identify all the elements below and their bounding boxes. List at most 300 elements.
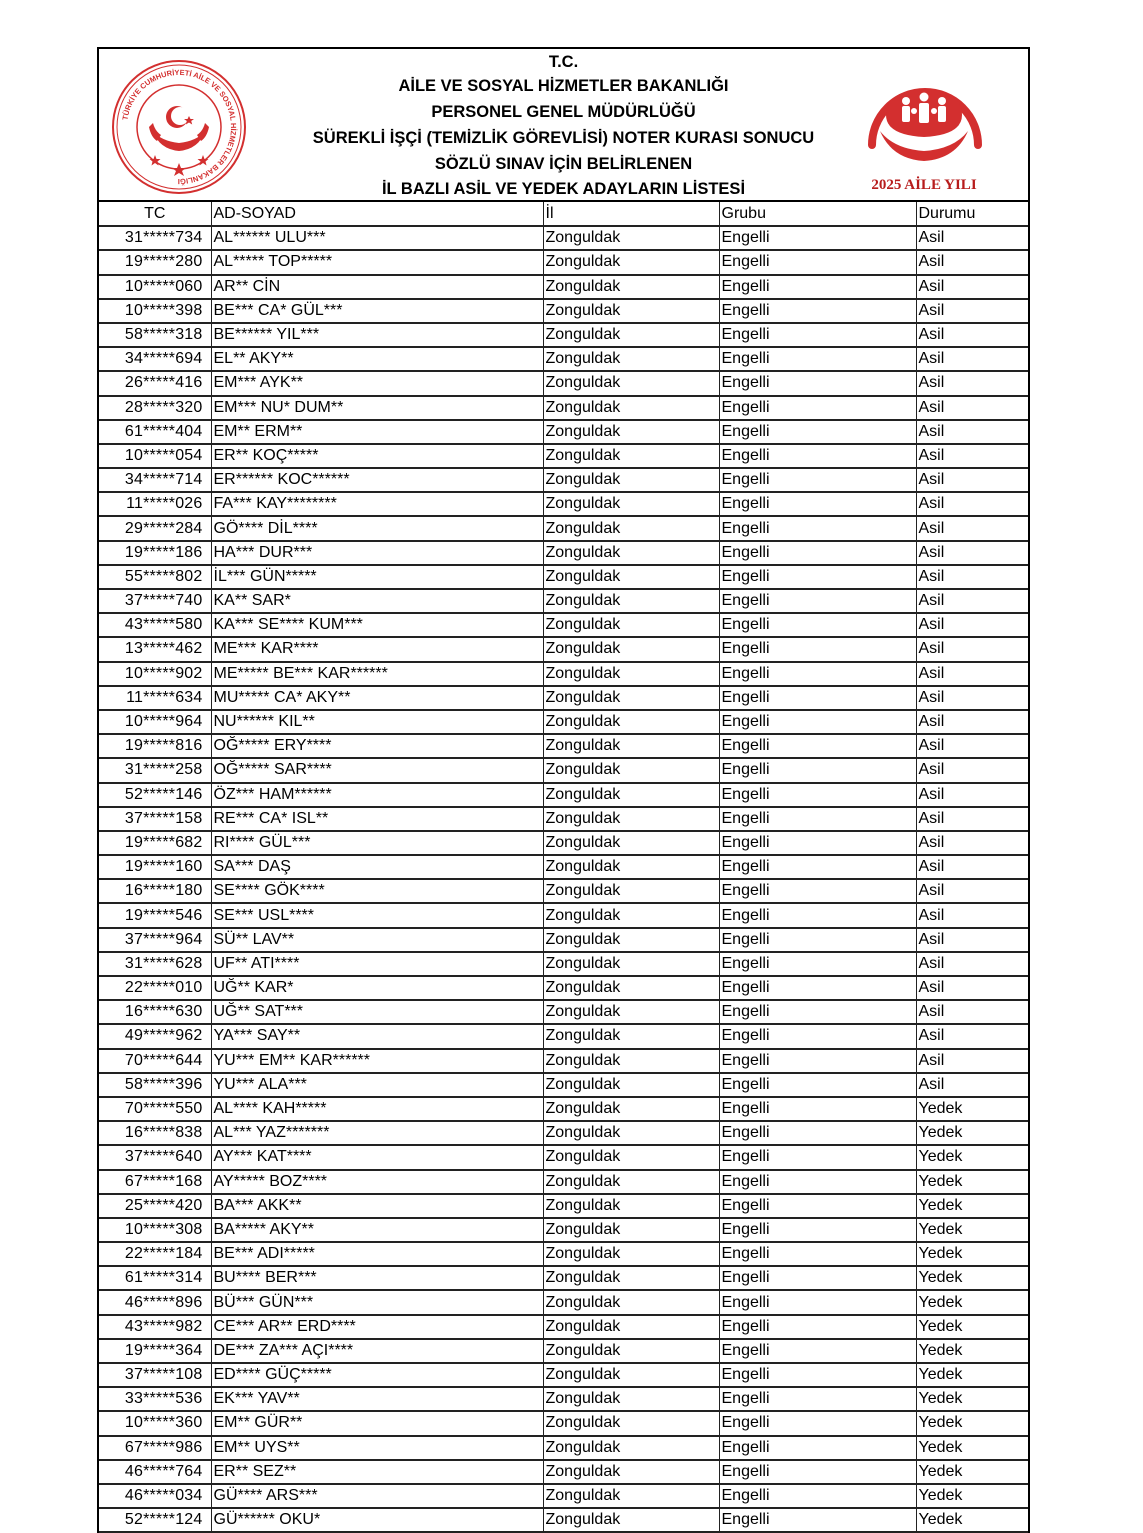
group-cell: Engelli xyxy=(719,347,916,371)
status-cell: Yedek xyxy=(916,1387,1028,1411)
status-cell: Asil xyxy=(916,396,1028,420)
province-cell: Zonguldak xyxy=(543,1411,719,1435)
table-row xyxy=(99,371,1028,395)
province-cell: Zonguldak xyxy=(543,613,719,637)
status-cell: Asil xyxy=(916,734,1028,758)
name-cell: YU*** ALA*** xyxy=(211,1073,543,1097)
group-cell: Engelli xyxy=(719,613,916,637)
status-cell: Yedek xyxy=(916,1194,1028,1218)
tc-cell: 13*****462 xyxy=(99,637,211,661)
status-cell: Yedek xyxy=(916,1315,1028,1339)
province-cell: Zonguldak xyxy=(543,1121,719,1145)
table-row xyxy=(99,1242,1028,1266)
header-line-result: SÜREKLİ İŞÇİ (TEMİZLİK GÖREVLİSİ) NOTER KURASI SONUCU xyxy=(312,129,815,147)
name-cell: AR** CİN xyxy=(211,275,543,299)
name-cell: AL**** KAH***** xyxy=(211,1097,543,1121)
status-cell: Yedek xyxy=(916,1411,1028,1435)
province-cell: Zonguldak xyxy=(543,1460,719,1484)
status-cell: Asil xyxy=(916,976,1028,1000)
province-cell: Zonguldak xyxy=(543,976,719,1000)
name-cell: BA***** AKY** xyxy=(211,1218,543,1242)
name-cell: ME***** BE*** KAR****** xyxy=(211,662,543,686)
group-cell: Engelli xyxy=(719,516,916,540)
group-cell: Engelli xyxy=(719,1315,916,1339)
tc-cell: 37*****740 xyxy=(99,589,211,613)
name-cell: ÖZ*** HAM****** xyxy=(211,783,543,807)
table-row xyxy=(99,1073,1028,1097)
name-cell: UĞ** KAR* xyxy=(211,976,543,1000)
table-row xyxy=(99,831,1028,855)
table-row xyxy=(99,1266,1028,1290)
table-row xyxy=(99,299,1028,323)
group-cell: Engelli xyxy=(719,1411,916,1435)
status-cell: Asil xyxy=(916,879,1028,903)
province-cell: Zonguldak xyxy=(543,444,719,468)
tc-cell: 37*****158 xyxy=(99,807,211,831)
name-cell: AL*** YAZ******* xyxy=(211,1121,543,1145)
group-cell: Engelli xyxy=(719,710,916,734)
group-cell: Engelli xyxy=(719,1508,916,1532)
province-cell: Zonguldak xyxy=(543,807,719,831)
group-cell: Engelli xyxy=(719,1266,916,1290)
status-cell: Asil xyxy=(916,686,1028,710)
group-cell: Engelli xyxy=(719,1049,916,1073)
status-cell: Asil xyxy=(916,1073,1028,1097)
table-row xyxy=(99,1339,1028,1363)
group-cell: Engelli xyxy=(719,299,916,323)
tc-cell: 31*****628 xyxy=(99,952,211,976)
group-cell: Engelli xyxy=(719,976,916,1000)
province-cell: Zonguldak xyxy=(543,1290,719,1314)
tc-cell: 26*****416 xyxy=(99,371,211,395)
status-cell: Asil xyxy=(916,589,1028,613)
table-row xyxy=(99,347,1028,371)
status-cell: Asil xyxy=(916,226,1028,250)
province-cell: Zonguldak xyxy=(543,347,719,371)
tc-cell: 61*****404 xyxy=(99,420,211,444)
province-cell: Zonguldak xyxy=(543,1484,719,1508)
tc-cell: 67*****986 xyxy=(99,1436,211,1460)
group-cell: Engelli xyxy=(719,952,916,976)
status-cell: Yedek xyxy=(916,1460,1028,1484)
status-cell: Yedek xyxy=(916,1363,1028,1387)
province-cell: Zonguldak xyxy=(543,637,719,661)
name-cell: BE*** CA* GÜL*** xyxy=(211,299,543,323)
name-cell: AY***** BOZ**** xyxy=(211,1170,543,1194)
tc-cell: 34*****694 xyxy=(99,347,211,371)
table-row xyxy=(99,1363,1028,1387)
name-cell: UĞ** SAT*** xyxy=(211,1000,543,1024)
table-row xyxy=(99,1387,1028,1411)
province-cell: Zonguldak xyxy=(543,1073,719,1097)
name-cell: GÖ**** DİL**** xyxy=(211,516,543,540)
group-cell: Engelli xyxy=(719,1363,916,1387)
tc-cell: 10*****308 xyxy=(99,1218,211,1242)
province-cell: Zonguldak xyxy=(543,952,719,976)
status-cell: Asil xyxy=(916,299,1028,323)
tc-cell: 49*****962 xyxy=(99,1024,211,1048)
table-row xyxy=(99,903,1028,927)
table-row xyxy=(99,807,1028,831)
tc-cell: 58*****318 xyxy=(99,323,211,347)
tc-cell: 19*****546 xyxy=(99,903,211,927)
table-row xyxy=(99,492,1028,516)
status-cell: Asil xyxy=(916,1024,1028,1048)
group-cell: Engelli xyxy=(719,323,916,347)
province-cell: Zonguldak xyxy=(543,468,719,492)
table-row xyxy=(99,1194,1028,1218)
status-cell: Yedek xyxy=(916,1170,1028,1194)
table-row xyxy=(99,855,1028,879)
tc-cell: 43*****580 xyxy=(99,613,211,637)
name-cell: HA*** DUR*** xyxy=(211,541,543,565)
province-cell: Zonguldak xyxy=(543,1436,719,1460)
status-cell: Yedek xyxy=(916,1339,1028,1363)
name-cell: İL*** GÜN***** xyxy=(211,565,543,589)
name-cell: OĞ***** SAR**** xyxy=(211,758,543,782)
table-row xyxy=(99,879,1028,903)
table-row xyxy=(99,734,1028,758)
status-cell: Asil xyxy=(916,710,1028,734)
group-cell: Engelli xyxy=(719,686,916,710)
candidate-table xyxy=(99,202,1028,1533)
status-cell: Yedek xyxy=(916,1484,1028,1508)
table-row xyxy=(99,1484,1028,1508)
tc-cell: 10*****060 xyxy=(99,275,211,299)
table-row xyxy=(99,468,1028,492)
status-cell: Yedek xyxy=(916,1145,1028,1169)
name-cell: ER** SEZ** xyxy=(211,1460,543,1484)
tc-cell: 31*****258 xyxy=(99,758,211,782)
table-row xyxy=(99,516,1028,540)
status-cell: Yedek xyxy=(916,1266,1028,1290)
table-row xyxy=(99,1049,1028,1073)
name-cell: BE****** YIL*** xyxy=(211,323,543,347)
status-cell: Yedek xyxy=(916,1436,1028,1460)
group-cell: Engelli xyxy=(719,1073,916,1097)
status-cell: Asil xyxy=(916,492,1028,516)
status-cell: Yedek xyxy=(916,1242,1028,1266)
group-cell: Engelli xyxy=(719,541,916,565)
table-row xyxy=(99,565,1028,589)
province-cell: Zonguldak xyxy=(543,1242,719,1266)
tc-cell: 16*****180 xyxy=(99,879,211,903)
status-cell: Asil xyxy=(916,831,1028,855)
table-row xyxy=(99,589,1028,613)
tc-cell: 10*****054 xyxy=(99,444,211,468)
status-cell: Asil xyxy=(916,468,1028,492)
tc-cell: 37*****640 xyxy=(99,1145,211,1169)
group-cell: Engelli xyxy=(719,637,916,661)
tc-cell: 31*****734 xyxy=(99,226,211,250)
column-header-tc: TC xyxy=(99,202,211,226)
name-cell: SÜ** LAV** xyxy=(211,928,543,952)
province-cell: Zonguldak xyxy=(543,855,719,879)
column-header-group: Grubu xyxy=(719,202,916,226)
tc-cell: 10*****902 xyxy=(99,662,211,686)
tc-cell: 37*****964 xyxy=(99,928,211,952)
province-cell: Zonguldak xyxy=(543,879,719,903)
group-cell: Engelli xyxy=(719,1218,916,1242)
status-cell: Asil xyxy=(916,1049,1028,1073)
group-cell: Engelli xyxy=(719,1145,916,1169)
status-cell: Asil xyxy=(916,541,1028,565)
family-year-logo xyxy=(850,55,998,197)
table-row xyxy=(99,420,1028,444)
status-cell: Yedek xyxy=(916,1508,1028,1532)
status-cell: Asil xyxy=(916,807,1028,831)
status-cell: Yedek xyxy=(916,1290,1028,1314)
table-row xyxy=(99,613,1028,637)
province-cell: Zonguldak xyxy=(543,516,719,540)
province-cell: Zonguldak xyxy=(543,662,719,686)
table-row xyxy=(99,758,1028,782)
table-row xyxy=(99,637,1028,661)
status-cell: Asil xyxy=(916,371,1028,395)
tc-cell: 10*****360 xyxy=(99,1411,211,1435)
name-cell: ER** KOÇ***** xyxy=(211,444,543,468)
group-cell: Engelli xyxy=(719,1339,916,1363)
table-row xyxy=(99,1315,1028,1339)
header-line-directorate: PERSONEL GENEL MÜDÜRLÜĞÜ xyxy=(431,103,696,121)
status-cell: Asil xyxy=(916,347,1028,371)
province-cell: Zonguldak xyxy=(543,758,719,782)
province-cell: Zonguldak xyxy=(543,396,719,420)
name-cell: RI**** GÜL*** xyxy=(211,831,543,855)
name-cell: EM** GÜR** xyxy=(211,1411,543,1435)
group-cell: Engelli xyxy=(719,444,916,468)
province-cell: Zonguldak xyxy=(543,226,719,250)
status-cell: Yedek xyxy=(916,1218,1028,1242)
name-cell: ME*** KAR**** xyxy=(211,637,543,661)
province-cell: Zonguldak xyxy=(543,1194,719,1218)
group-cell: Engelli xyxy=(719,396,916,420)
name-cell: ED**** GÜÇ***** xyxy=(211,1363,543,1387)
province-cell: Zonguldak xyxy=(543,371,719,395)
name-cell: KA** SAR* xyxy=(211,589,543,613)
group-cell: Engelli xyxy=(719,758,916,782)
province-cell: Zonguldak xyxy=(543,299,719,323)
group-cell: Engelli xyxy=(719,1460,916,1484)
name-cell: MU***** CA* AKY** xyxy=(211,686,543,710)
group-cell: Engelli xyxy=(719,807,916,831)
group-cell: Engelli xyxy=(719,783,916,807)
status-cell: Yedek xyxy=(916,1097,1028,1121)
tc-cell: 11*****634 xyxy=(99,686,211,710)
group-cell: Engelli xyxy=(719,492,916,516)
table-row xyxy=(99,783,1028,807)
tc-cell: 22*****010 xyxy=(99,976,211,1000)
name-cell: ER****** KOC****** xyxy=(211,468,543,492)
province-cell: Zonguldak xyxy=(543,1363,719,1387)
status-cell: Asil xyxy=(916,1000,1028,1024)
group-cell: Engelli xyxy=(719,1121,916,1145)
group-cell: Engelli xyxy=(719,275,916,299)
name-cell: EM** ERM** xyxy=(211,420,543,444)
tc-cell: 11*****026 xyxy=(99,492,211,516)
group-cell: Engelli xyxy=(719,1097,916,1121)
name-cell: SE**** GÖK**** xyxy=(211,879,543,903)
group-cell: Engelli xyxy=(719,250,916,274)
table-row xyxy=(99,662,1028,686)
province-cell: Zonguldak xyxy=(543,783,719,807)
province-cell: Zonguldak xyxy=(543,1000,719,1024)
name-cell: AL***** TOP***** xyxy=(211,250,543,274)
name-cell: CE*** AR** ERD**** xyxy=(211,1315,543,1339)
document-page xyxy=(97,47,1030,1533)
province-cell: Zonguldak xyxy=(543,734,719,758)
province-cell: Zonguldak xyxy=(543,250,719,274)
tc-cell: 61*****314 xyxy=(99,1266,211,1290)
table-row xyxy=(99,976,1028,1000)
name-cell: SE*** USL**** xyxy=(211,903,543,927)
tc-cell: 19*****186 xyxy=(99,541,211,565)
table-row xyxy=(99,686,1028,710)
group-cell: Engelli xyxy=(719,1484,916,1508)
tc-cell: 16*****838 xyxy=(99,1121,211,1145)
tc-cell: 29*****284 xyxy=(99,516,211,540)
province-cell: Zonguldak xyxy=(543,541,719,565)
name-cell: FA*** KAY******** xyxy=(211,492,543,516)
status-cell: Asil xyxy=(916,250,1028,274)
province-cell: Zonguldak xyxy=(543,1024,719,1048)
status-cell: Asil xyxy=(916,420,1028,444)
group-cell: Engelli xyxy=(719,589,916,613)
seal-text: TÜRKİYE CUMHURİYETİ AİLE VE SOSYAL HİZMETLER BAKANLIĞI xyxy=(120,67,239,187)
group-cell: Engelli xyxy=(719,734,916,758)
table-row xyxy=(99,1508,1028,1532)
name-cell: AL****** ULU*** xyxy=(211,226,543,250)
name-cell: YA*** SAY** xyxy=(211,1024,543,1048)
province-cell: Zonguldak xyxy=(543,323,719,347)
table-row xyxy=(99,541,1028,565)
province-cell: Zonguldak xyxy=(543,1170,719,1194)
group-cell: Engelli xyxy=(719,1170,916,1194)
tc-cell: 37*****108 xyxy=(99,1363,211,1387)
group-cell: Engelli xyxy=(719,1024,916,1048)
status-cell: Asil xyxy=(916,516,1028,540)
header-line-ministry: AİLE VE SOSYAL HİZMETLER BAKANLIĞI xyxy=(398,77,729,95)
name-cell: DE*** ZA*** AÇI**** xyxy=(211,1339,543,1363)
group-cell: Engelli xyxy=(719,371,916,395)
table-row xyxy=(99,1145,1028,1169)
logo-caption: 2025 AİLE YILI xyxy=(871,177,977,193)
tc-cell: 43*****982 xyxy=(99,1315,211,1339)
province-cell: Zonguldak xyxy=(543,492,719,516)
table-row xyxy=(99,226,1028,250)
status-cell: Asil xyxy=(916,783,1028,807)
name-cell: GÜ**** ARS*** xyxy=(211,1484,543,1508)
tc-cell: 55*****802 xyxy=(99,565,211,589)
header-line-exam: SÖZLÜ SINAV İÇİN BELİRLENEN xyxy=(434,155,693,173)
tc-cell: 10*****964 xyxy=(99,710,211,734)
group-cell: Engelli xyxy=(719,928,916,952)
province-cell: Zonguldak xyxy=(543,1145,719,1169)
name-cell: EK*** YAV** xyxy=(211,1387,543,1411)
table-row xyxy=(99,1218,1028,1242)
tc-cell: 34*****714 xyxy=(99,468,211,492)
name-cell: SA*** DAŞ xyxy=(211,855,543,879)
tc-cell: 19*****816 xyxy=(99,734,211,758)
group-cell: Engelli xyxy=(719,420,916,444)
table-row xyxy=(99,1024,1028,1048)
province-cell: Zonguldak xyxy=(543,1218,719,1242)
name-cell: BÜ*** GÜN*** xyxy=(211,1290,543,1314)
name-cell: RE*** CA* ISL** xyxy=(211,807,543,831)
group-cell: Engelli xyxy=(719,879,916,903)
status-cell: Asil xyxy=(916,855,1028,879)
table-row xyxy=(99,275,1028,299)
tc-cell: 28*****320 xyxy=(99,396,211,420)
table-body xyxy=(99,226,1028,1532)
status-cell: Asil xyxy=(916,952,1028,976)
tc-cell: 52*****124 xyxy=(99,1508,211,1532)
group-cell: Engelli xyxy=(719,468,916,492)
province-cell: Zonguldak xyxy=(543,928,719,952)
name-cell: EM** UYS** xyxy=(211,1436,543,1460)
province-cell: Zonguldak xyxy=(543,565,719,589)
table-row xyxy=(99,396,1028,420)
group-cell: Engelli xyxy=(719,903,916,927)
province-cell: Zonguldak xyxy=(543,1508,719,1532)
province-cell: Zonguldak xyxy=(543,420,719,444)
status-cell: Asil xyxy=(916,613,1028,637)
column-header-name: AD-SOYAD xyxy=(211,202,543,226)
name-cell: BU**** BER*** xyxy=(211,1266,543,1290)
tc-cell: 10*****398 xyxy=(99,299,211,323)
table-row xyxy=(99,952,1028,976)
province-cell: Zonguldak xyxy=(543,831,719,855)
table-row xyxy=(99,1411,1028,1435)
status-cell: Asil xyxy=(916,444,1028,468)
province-cell: Zonguldak xyxy=(543,1315,719,1339)
group-cell: Engelli xyxy=(719,226,916,250)
name-cell: BE*** ADI***** xyxy=(211,1242,543,1266)
province-cell: Zonguldak xyxy=(543,1049,719,1073)
group-cell: Engelli xyxy=(719,1290,916,1314)
table-row xyxy=(99,444,1028,468)
header-line-list-title: İL BAZLI ASİL VE YEDEK ADAYLARIN LİSTESİ xyxy=(381,180,746,198)
status-cell: Asil xyxy=(916,275,1028,299)
tc-cell: 67*****168 xyxy=(99,1170,211,1194)
status-cell: Asil xyxy=(916,928,1028,952)
column-header-status: Durumu xyxy=(916,202,1028,226)
province-cell: Zonguldak xyxy=(543,1339,719,1363)
tc-cell: 46*****896 xyxy=(99,1290,211,1314)
tc-cell: 46*****034 xyxy=(99,1484,211,1508)
table-row xyxy=(99,1436,1028,1460)
document-header xyxy=(99,49,1028,202)
tc-cell: 19*****364 xyxy=(99,1339,211,1363)
column-header-province: İl xyxy=(543,202,719,226)
group-cell: Engelli xyxy=(719,831,916,855)
province-cell: Zonguldak xyxy=(543,710,719,734)
status-cell: Asil xyxy=(916,565,1028,589)
province-cell: Zonguldak xyxy=(543,275,719,299)
status-cell: Asil xyxy=(916,637,1028,661)
name-cell: OĞ***** ERY**** xyxy=(211,734,543,758)
tc-cell: 52*****146 xyxy=(99,783,211,807)
tc-cell: 33*****536 xyxy=(99,1387,211,1411)
table-row xyxy=(99,1460,1028,1484)
tc-cell: 19*****160 xyxy=(99,855,211,879)
province-cell: Zonguldak xyxy=(543,1266,719,1290)
tc-cell: 46*****764 xyxy=(99,1460,211,1484)
name-cell: BA*** AKK** xyxy=(211,1194,543,1218)
tc-cell: 70*****550 xyxy=(99,1097,211,1121)
name-cell: KA*** SE**** KUM*** xyxy=(211,613,543,637)
name-cell: NU****** KIL** xyxy=(211,710,543,734)
